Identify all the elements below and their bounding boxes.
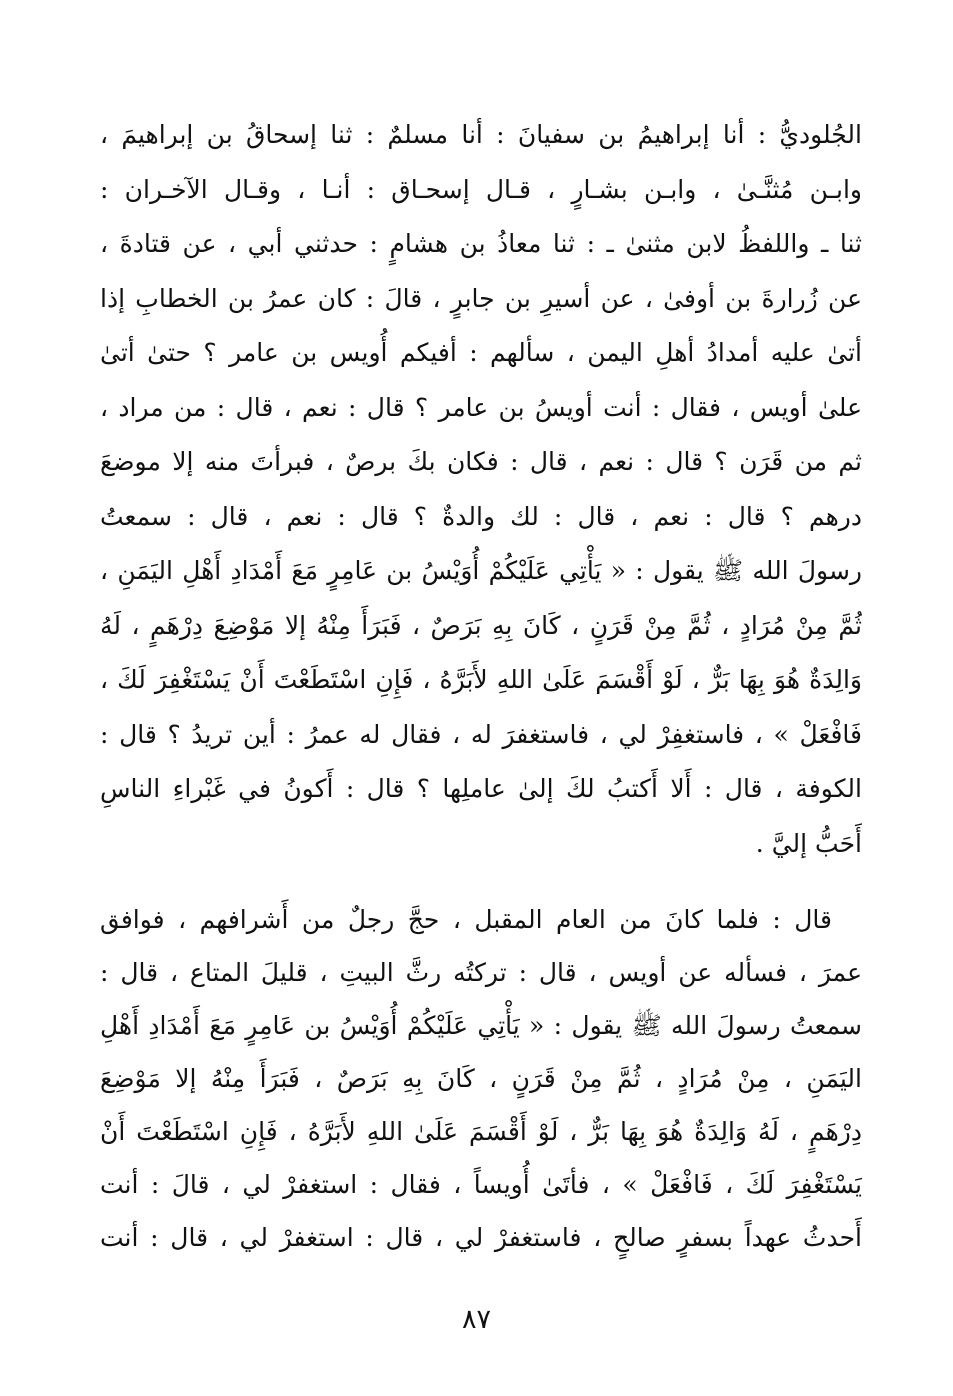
paragraph-2 bbox=[100, 893, 862, 1264]
text-line: وَالِدَةٌ هُوَ بِهَا بَرٌّ ، لَوْ أَقْسَمَ عَلَىٰ اللهِ لأَبَرَّهُ ، فَإِنِ اسْتَطَعْتَ أَنْ يَسْتَغْفِرَ لَكَ ، bbox=[100, 665, 862, 694]
text-line: درهم ؟ قال : نعم ، قال : لك والدةٌ ؟ قال : نعم ، قال : سمعتُ bbox=[100, 501, 862, 531]
text-line: الجُلوديُّ : أنا إبراهيمُ بن سفيانَ : أنا مسلمٌ : ثنا إسحاقُ بن إبراهيمَ ، bbox=[100, 120, 862, 149]
text-line: سمعتُ رسولَ الله ﷺ يقول : « يَأْتِي عَلَيْكُمْ أُوَيْسُ بن عَامِرٍ مَعَ أَمْدَادِ أَهْلِ bbox=[100, 1011, 862, 1040]
text-line: قال : فلما كانَ من العام المقبل ، حجَّ رجلٌ من أَشرافهم ، فوافق bbox=[100, 905, 832, 934]
text-line: يَسْتَغْفِرَ لَكَ ، فَافْعَلْ » ، فأتَىٰ أُويساً ، فقال : استغفرْ لي ، قالَ : أنت bbox=[100, 1170, 862, 1199]
text-line: وابـن مُثنَّـىٰ ، وابـن بشـارٍ ، قـال إسحـاق : أنـا ، وقـال الآخـران : bbox=[100, 174, 862, 204]
text-line: عمرَ ، فسأله عن أويس ، قال : تركتُه رثَّ البيتِ ، قليلَ المتاع ، قال : bbox=[100, 958, 862, 987]
text-line: عن زُرارةَ بن أوفىٰ ، عن أسيرِ بن جابرٍ ، قالَ : كان عمرُ بن الخطابِ إذا bbox=[100, 283, 862, 313]
text-line: ثنا ـ واللفظُ لابن مثنىٰ ـ : ثنا معاذُ بن هشامٍ : حدثني أبي ، عن قتادةَ ، bbox=[100, 229, 862, 258]
text-line: اليَمَنِ ، مِنْ مُرَادٍ ، ثُمَّ مِنْ قَرَنٍ ، كَانَ بِهِ بَرَصٌ ، فَبَرَأَ مِنْهُ إلا مَوْضِعَ bbox=[100, 1064, 862, 1093]
text-line: أَحدثُ عهداً بسفرٍ صالحٍ ، فاستغفرْ لي ، قال : استغفرْ لي ، قال : أنت bbox=[100, 1223, 862, 1252]
text-line: ثُمَّ مِنْ مُرَادٍ ، ثُمَّ مِنْ قَرَنٍ ، كَانَ بِهِ بَرَصٌ ، فَبَرَأَ مِنْهُ إلا مَوْضِعَ دِرْهَمٍ ، لَهُ bbox=[100, 610, 862, 640]
text-line: ثم من قَرَن ؟ قال : نعم ، قال : فكان بكَ برصٌ ، فبرأتَ منه إلا موضعَ bbox=[100, 447, 862, 476]
text-line: الكوفة ، قال : أَلا أَكتبُ لكَ إلىٰ عاملِها ؟ قال : أَكونُ في غَبْراءِ الناسِ bbox=[100, 774, 862, 803]
text-line: فَافْعَلْ » ، فاستغفِرْ لي ، فاستغفرَ له ، فقال له عمرُ : أين تريدُ ؟ قال : bbox=[100, 719, 862, 749]
text-line: أَحَبُّ إليَّ . bbox=[755, 828, 862, 858]
text-line: دِرْهَمٍ ، لَهُ وَالِدَةٌ هُوَ بِهَا بَرٌّ ، لَوْ أَقْسَمَ عَلَىٰ اللهِ لأَبَرَّهُ ، فَإِنِ اسْتَطَعْتَ أَنْ bbox=[100, 1117, 862, 1146]
page-number: ٨٧ bbox=[461, 1304, 491, 1335]
paragraph-1 bbox=[100, 108, 862, 871]
text-line: رسولَ الله ﷺ يقول : « يَأْتِي عَلَيْكُمْ أُوَيْسُ بن عَامِرٍ مَعَ أَمْدَادِ أَهْلِ اليَمَنِ ، bbox=[100, 556, 862, 585]
text-line: أتىٰ عليه أمدادُ أهلِ اليمن ، سألهم : أفيكم أُويس بن عامر ؟ حتىٰ أتىٰ bbox=[100, 338, 862, 367]
text-line: علىٰ أويس ، فقال : أنت أويسُ بن عامر ؟ قال : نعم ، قال : من مراد ، bbox=[100, 392, 862, 422]
